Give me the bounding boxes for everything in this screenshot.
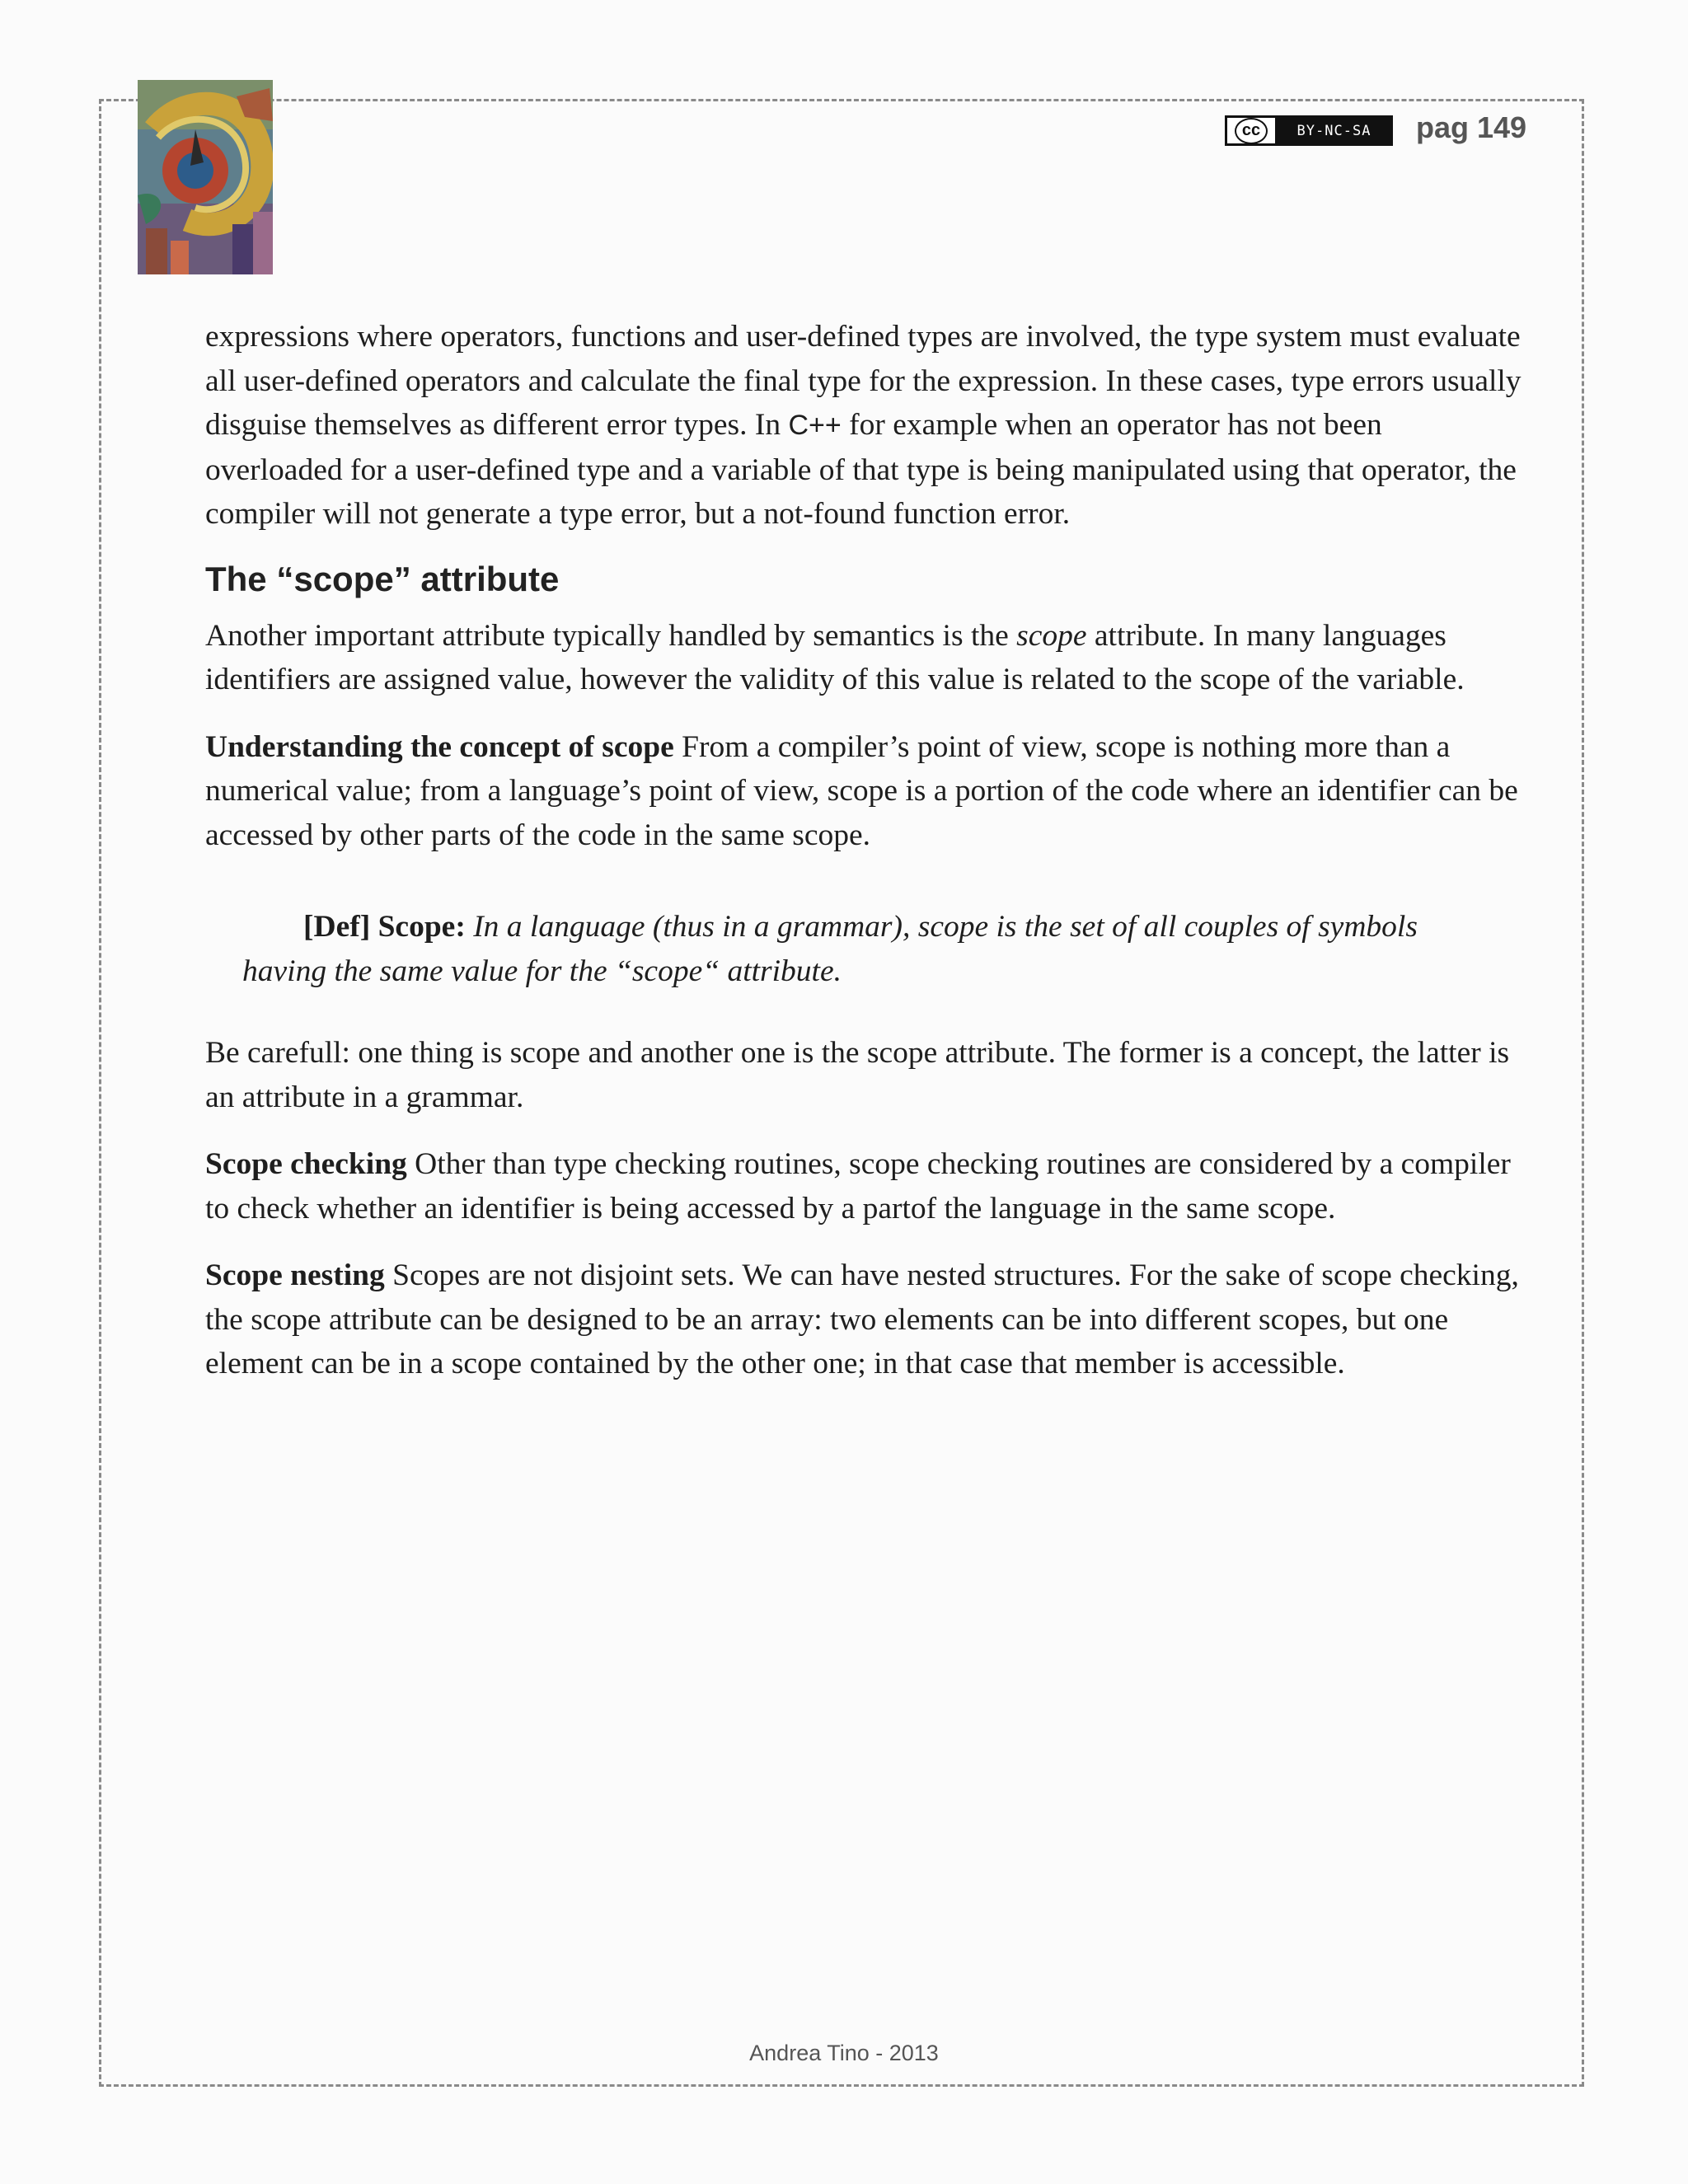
- paragraph-text: Scopes are not disjoint sets. We can have nested structures. For the sake of scope checking, the scope attribute can be designed to be an array: two elements can be into different scopes, but one element can be in a scope contained by the other one; in that case that member is accessible.: [205, 1258, 1519, 1380]
- definition-body: In a language (thus in a grammar), scope is the set of all couples of symbols having the same value for the “scope“ attribute.: [242, 910, 1418, 988]
- page-body: [205, 315, 1524, 1409]
- paragraph-scope-nesting: [205, 1254, 1524, 1386]
- definition-label: [Def] Scope:: [303, 910, 466, 944]
- book-cover-thumbnail: [138, 80, 273, 274]
- paragraph-text: expressions where operators, functions and user-defined types are involved, the type system must evaluate all user-defined operators and calculate the final type for the expression. In these cases, type errors usually disguise themselves as different error types. In: [205, 320, 1522, 442]
- paragraph-scope-concept: [205, 725, 1524, 858]
- license-terms: BY-NC-SA: [1278, 118, 1390, 143]
- inline-code-cpp: C++: [788, 410, 842, 441]
- cc-logo-label: cc: [1235, 118, 1268, 144]
- paragraph-type-errors: [205, 315, 1524, 537]
- paragraph-text: Other than type checking routines, scope checking routines are considered by a compiler to check whether an identifier is being accessed by a partof the language in the same scope.: [205, 1147, 1511, 1226]
- paragraph-text: Another important attribute typically handled by semantics is the: [205, 618, 1017, 653]
- paragraph-text: for example when an operator has not been overloaded for a user-defined type and a variable of that type is being manipulated using that operator, the compiler will not generate a type error, but a not-found function error.: [205, 408, 1517, 531]
- paragraph-text: attribute. In many languages identifiers are assigned value, however the validity of this value is related to the scope of the variable.: [205, 618, 1465, 696]
- page-footer: Andrea Tino - 2013: [749, 2041, 939, 2065]
- definition-scope: [242, 905, 1503, 993]
- cc-logo-icon: [1227, 118, 1278, 143]
- cover-painting-image: [138, 80, 273, 274]
- run-in-heading: Scope nesting: [205, 1258, 385, 1292]
- section-heading-scope-attribute: The “scope” attribute: [205, 559, 560, 598]
- run-in-heading: Scope checking: [205, 1147, 407, 1181]
- paragraph-scope-checking: [205, 1142, 1524, 1230]
- paragraph-be-careful: Be carefull: one thing is scope and another one is the scope attribute. The former is a concept, the latter is an attribute in a grammar.: [205, 1036, 1510, 1114]
- page-number: pag 149: [1416, 110, 1527, 144]
- emphasis-scope: scope: [1016, 618, 1087, 653]
- paragraph-scope-intro: [205, 614, 1524, 702]
- paragraph-text: From a compiler’s point of view, scope is nothing more than a numerical value; from a language’s point of view, scope is a portion of the code where an identifier can be accessed by other parts of the code in the same scope.: [205, 729, 1518, 852]
- cc-license-badge[interactable]: [1225, 115, 1393, 146]
- run-in-heading: Understanding the concept of scope: [205, 729, 674, 764]
